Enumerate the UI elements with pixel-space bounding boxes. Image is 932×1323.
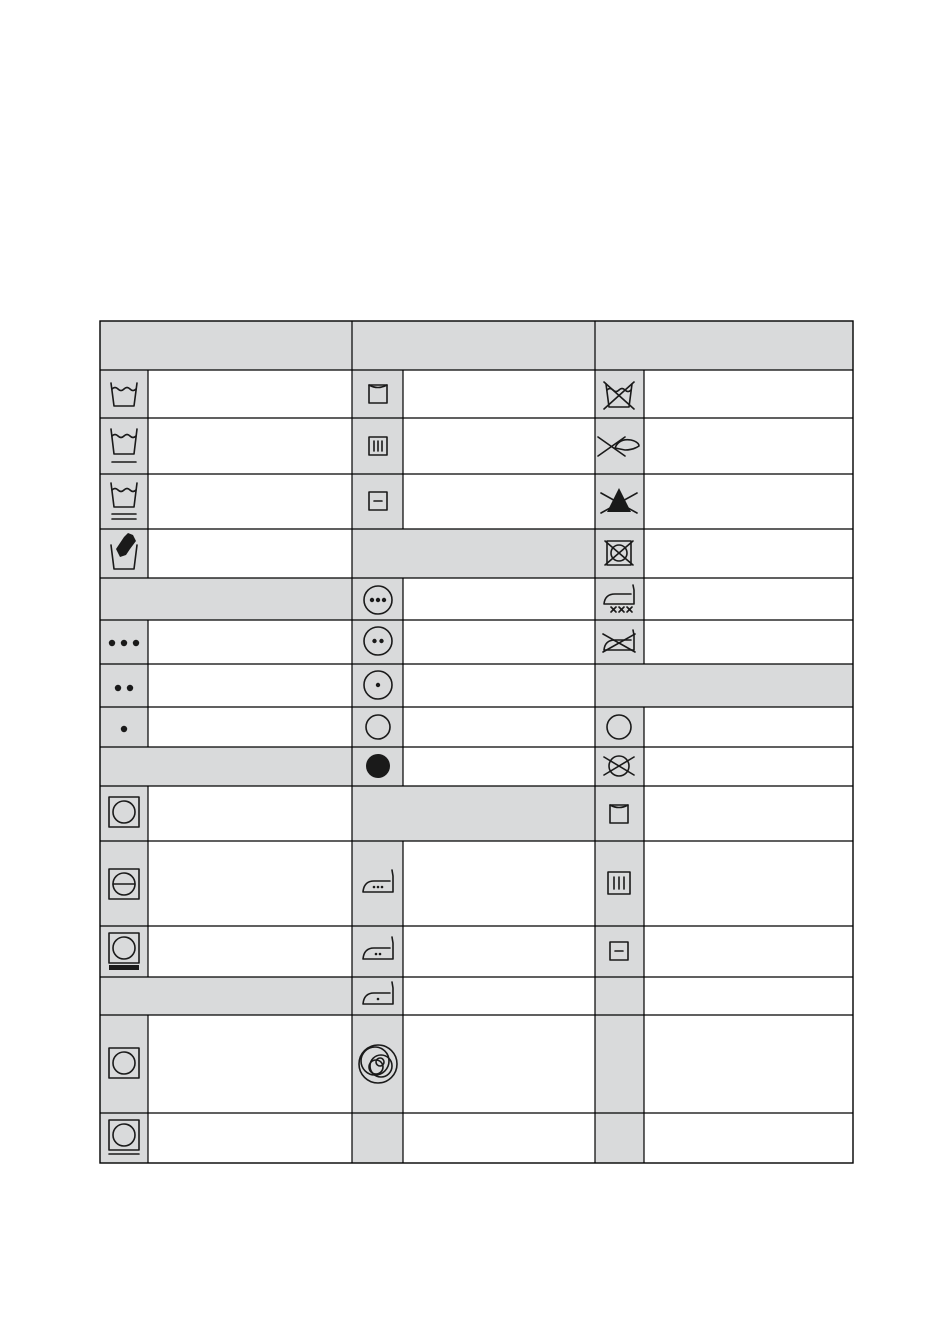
section-header-cell xyxy=(352,786,595,841)
icon-cell xyxy=(352,841,403,1163)
section-header-cell xyxy=(595,664,853,707)
section-header-cell xyxy=(100,578,352,620)
filled-circle-icon xyxy=(366,754,390,778)
section-header-cell xyxy=(100,977,352,1015)
icon-cell xyxy=(100,1015,148,1163)
one-dot-icon xyxy=(121,726,127,732)
header-cell-1 xyxy=(100,321,352,370)
header-cell-3 xyxy=(595,321,853,370)
section-header-cell xyxy=(100,747,352,786)
icon-cell xyxy=(100,786,148,977)
shaded-cells xyxy=(100,321,853,1163)
section-header-cell xyxy=(352,529,595,578)
header-cell-2 xyxy=(352,321,595,370)
three-dots-icon xyxy=(109,640,139,646)
table-grid xyxy=(100,321,853,1163)
